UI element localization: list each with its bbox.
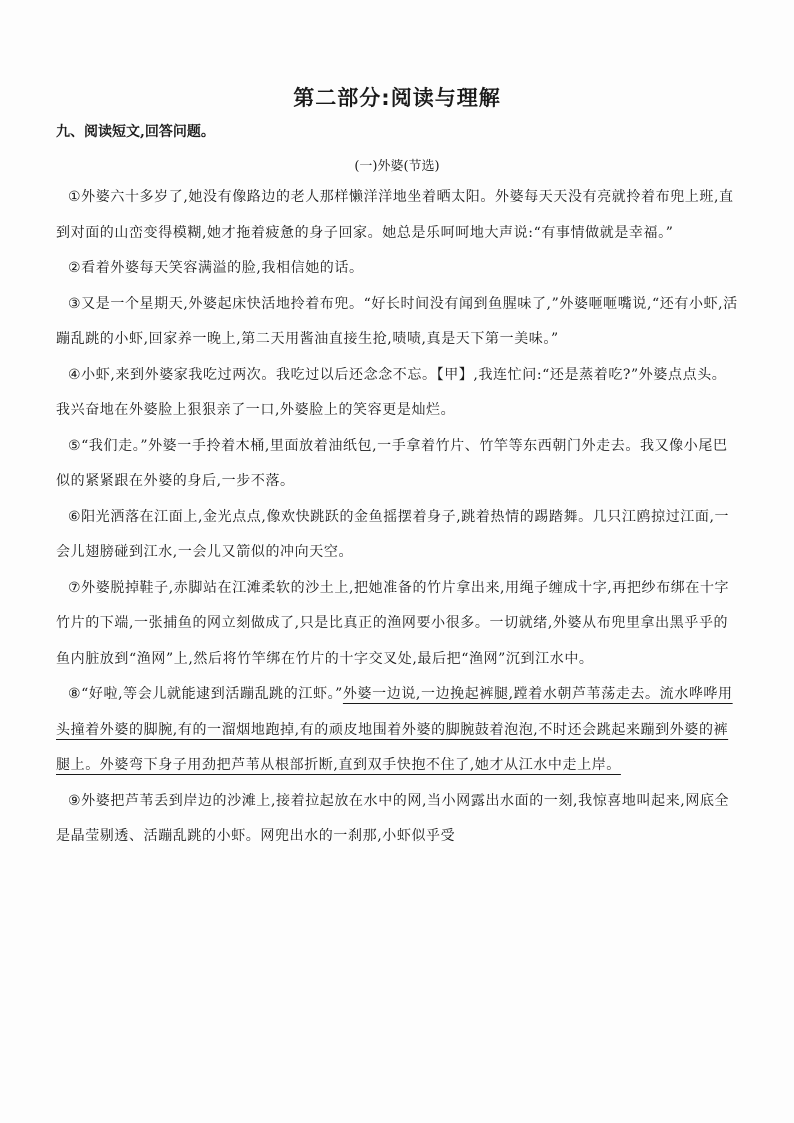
paragraph-8	[56, 677, 740, 784]
paragraph-text: 阳光洒落在江面上,金光点点,像欢快跳跃的金鱼摇摆着身子,跳着热情的踢踏舞。几只江鸥掠过江面,一会儿翅膀碰到江水,一会儿又箭似的冲向天空。	[56, 508, 730, 560]
page-title: 第二部分:阅读与理解	[293, 86, 501, 110]
paragraph-text: 小虾,来到外婆家我吃过两次。我吃过以后还念念不忘。【甲】,我连忙问:“还是蒸着吃?”外婆点点头。我兴奋地在外婆脸上狠狠亲了一口,外婆脸上的笑容更是灿烂。	[56, 366, 727, 418]
paragraph-text: 外婆六十多岁了,她没有像路边的老人那样懒洋洋地坐着晒太阳。外婆每天天没有亮就拎着布兜上班,直到对面的山峦变得模糊,她才拖着疲惫的身子回家。她总是乐呵呵地大声说:“有事情做就是幸福。”	[56, 189, 734, 241]
paragraph-number: ④	[68, 366, 82, 383]
paragraph-3	[56, 287, 740, 358]
paragraph-text: 外婆脱掉鞋子,赤脚站在江滩柔软的沙土上,把她准备的竹片拿出来,用绳子缠成十字,再把纱布绑在十字竹片的下端,一张捕鱼的网立刻做成了,只是比真正的渔网要小很多。一切就绪,外婆从布兜里拿出黑乎乎的鱼内脏放到“渔网”上,然后将竹竿绑在竹片的十字交叉处,最后把“渔网”沉到江水中。	[56, 579, 730, 667]
paragraph-text: 看着外婆每天笑容满溢的脸,我相信她的话。	[81, 260, 364, 276]
paragraph-number: ⑤	[68, 437, 82, 454]
question-heading: 九、阅读短文,回答问题。	[56, 124, 215, 140]
paragraph-number: ①	[68, 189, 82, 205]
paragraph-1	[56, 180, 740, 251]
paragraph-7	[56, 571, 740, 678]
article-body	[56, 180, 740, 855]
paragraph-4	[56, 358, 740, 429]
paragraph-5	[56, 429, 740, 500]
article-subtitle: (一)外婆(节选)	[354, 159, 440, 174]
paragraph-number: ②	[68, 260, 82, 276]
paragraph-text: “我们走。”外婆一手拎着木桶,里面放着油纸包,一手拿着竹片、竹竿等东西朝门外走去。我又像小尾巴似的紧紧跟在外婆的身后,一步不落。	[56, 437, 728, 489]
paragraph-number: ③	[68, 295, 82, 312]
paragraph-2	[56, 251, 740, 287]
paragraph-number: ⑨	[68, 792, 82, 809]
paragraph-text: 外婆把芦苇丢到岸边的沙滩上,接着拉起放在水中的网,当小网露出水面的一刻,我惊喜地叫起来,网底全是晶莹剔透、活蹦乱跳的小虾。网兜出水的一刹那,小虾似乎受	[56, 792, 730, 844]
paragraph-9	[56, 784, 740, 855]
paragraph-6	[56, 500, 740, 571]
paragraph-number: ⑥	[68, 508, 82, 525]
paragraph-text: 又是一个星期天,外婆起床快活地拎着布兜。“好长时间没有闻到鱼腥味了,”外婆咂咂嘴说,“还有小虾,活蹦乱跳的小虾,回家养一晚上,第二天用酱油直接生抢,啧啧,真是天下第一美味。”	[56, 295, 738, 347]
paragraph-text: “好啦,等会儿就能逮到活蹦乱跳的江虾。”	[81, 686, 343, 702]
underlined-passage: 外婆一边说,一边挽起裤腿,蹚着水朝芦苇荡走去。流水哗哗用头撞着外婆的脚腕,有的一溜烟地跑掉,有的顽皮地围着外婆的脚腕鼓着泡泡,不时还会跳起来蹦到外婆的裤腿上。外婆弯下身子用劲把芦苇从根部折断,直到双手快抱不住了,她才从江水中走上岸。	[56, 686, 733, 773]
paragraph-number: ⑦	[68, 579, 82, 596]
paragraph-number: ⑧	[68, 686, 82, 702]
